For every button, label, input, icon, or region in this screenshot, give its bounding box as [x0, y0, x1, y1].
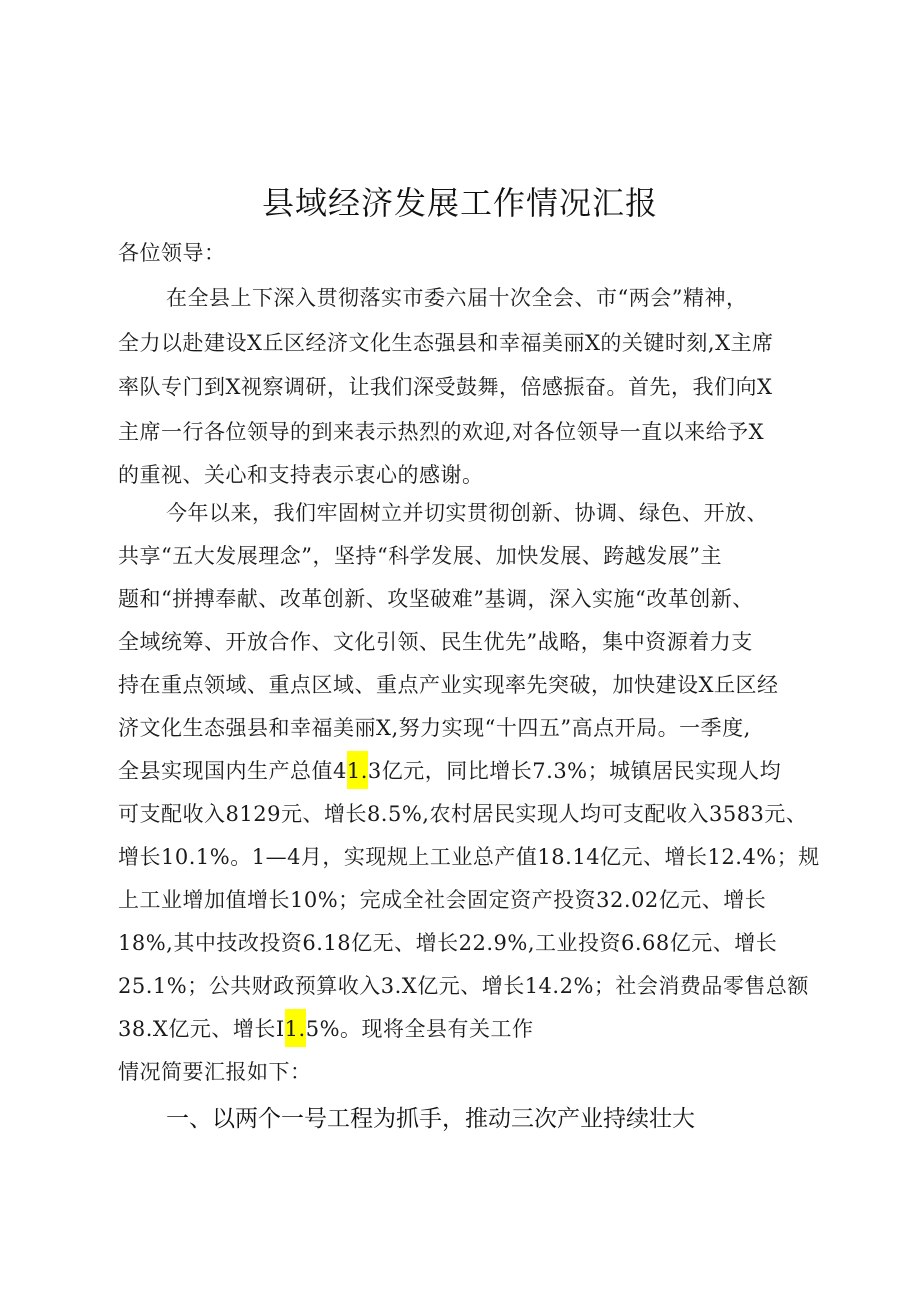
- text-segment: 全县实现国内生产总值4: [118, 759, 347, 783]
- paragraph-1-line-4: 主席一行各位领导的到来表示热烈的欢迎,对各位领导一直以来给予X: [118, 420, 765, 444]
- text-segment: 38.X亿元、增长I: [118, 1017, 285, 1041]
- paragraph-2-line-9: 增长10.1%。1—4月，实现规上工业总产值18.14亿元、增长12.4%；规: [118, 845, 820, 869]
- paragraph-2-line-6: 济文化生态强县和幸福美丽X,努力实现“十四五”高点开局。一季度,: [118, 716, 751, 740]
- paragraph-2-line-10: 上工业增加值增长10%；完成全社会固定资产投资32.02亿元、增长: [118, 888, 767, 912]
- paragraph-1-line-2: 全力以赴建设X丘区经济文化生态强县和幸福美丽X的关键时刻,X主席: [118, 331, 774, 355]
- text-segment: 3亿元，同比增长7.3%；城镇居民实现人均: [367, 759, 782, 783]
- paragraph-1-line-1: 在全县上下深入贯彻落实市委六届十次全会、市“两会”精神，: [166, 286, 748, 310]
- paragraph-2-line-3: 题和“拼搏奉献、改革创新、攻坚破难”基调，深入实施“改革创新、: [118, 587, 754, 611]
- paragraph-1-line-3: 率队专门到X视察调研，让我们深受鼓舞，倍感振奋。首先，我们向X: [118, 375, 773, 399]
- paragraph-2-line-14: 情况简要汇报如下：: [118, 1060, 312, 1084]
- salutation: 各位领导：: [118, 241, 226, 265]
- paragraph-2-line-7: [118, 756, 781, 786]
- paragraph-2-line-4: 全域统筹、开放合作、文化引领、民生优先”战略，集中资源着力支: [118, 630, 753, 654]
- highlighted-text: 1.: [347, 751, 368, 789]
- text-segment: 5%。现将全县有关工作: [305, 1017, 534, 1041]
- paragraph-2-line-11: 18%,其中技改投资6.18亿无、增长22.9%,工业投资6.68亿元、增长: [118, 931, 778, 955]
- document-title: 县域经济发展工作情况汇报: [261, 184, 658, 222]
- paragraph-2-line-1: 今年以来，我们牢固树立并切实贯彻创新、协调、绿色、开放、: [166, 501, 768, 525]
- paragraph-2-line-2: 共享“五大发展理念”，坚持“科学发展、加快发展、跨越发展”主: [118, 544, 722, 568]
- highlighted-text: 1.: [285, 1009, 306, 1047]
- section-heading-1: 一、以两个一号工程为抓手，推动三次产业持续壮大: [166, 1106, 695, 1132]
- paragraph-2-line-12: 25.1%；公共财政预算收入3.X亿元、增长14.2%；社会消费品零售总额: [118, 974, 809, 998]
- paragraph-2-line-8: 可支配收入8129元、增长8.5%,农村居民实现人均可支配收入3583元、: [118, 802, 808, 826]
- paragraph-1-line-5: 的重视、关心和支持表示衷心的感谢。: [118, 463, 484, 487]
- paragraph-2-line-13: [118, 1014, 534, 1044]
- paragraph-2-line-5: 持在重点领域、重点区域、重点产业实现率先突破，加快建设X丘区经: [118, 673, 779, 697]
